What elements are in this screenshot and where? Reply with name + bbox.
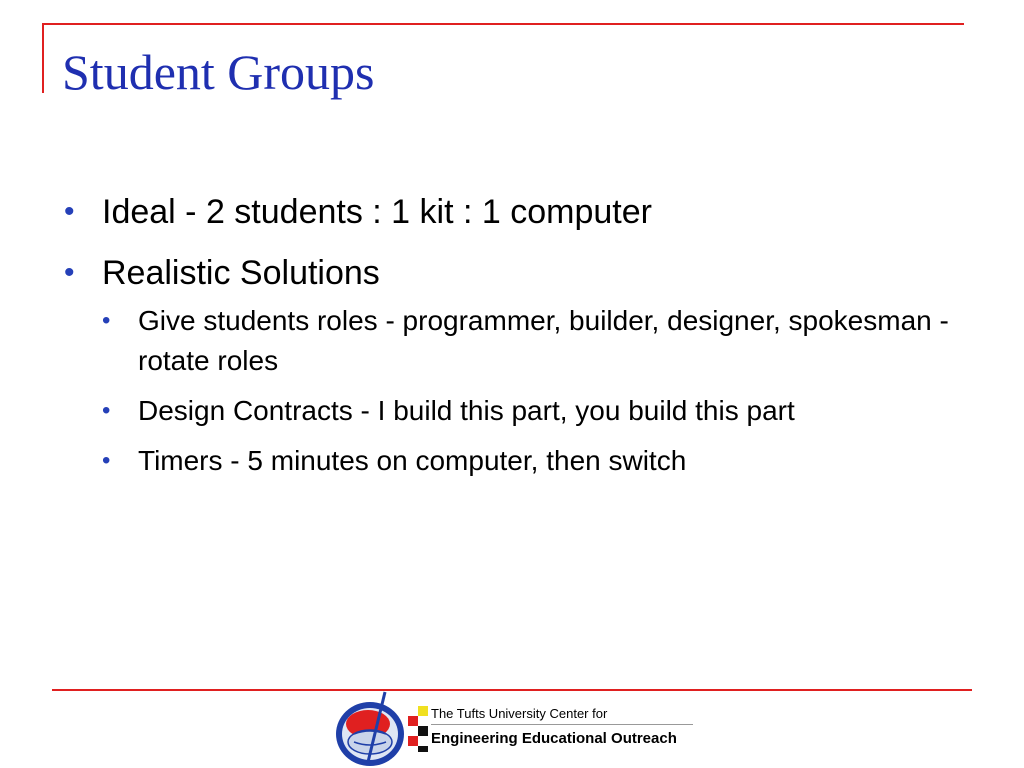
bullet-text: Timers - 5 minutes on computer, then switch [138, 445, 687, 476]
top-rule [42, 23, 964, 25]
logo-divider [431, 724, 693, 725]
bullet-dot-icon: • [64, 256, 75, 289]
bullet-list [60, 190, 960, 491]
bullet-text: Design Contracts - I build this part, you build this part [138, 395, 795, 426]
footer-logo [330, 690, 700, 768]
logo-text-line1: The Tufts University Center for [431, 706, 608, 721]
sub-bullet-item [60, 391, 960, 431]
bullet-item [60, 251, 960, 295]
bullet-text: Ideal - 2 students : 1 kit : 1 computer [102, 193, 652, 231]
logo-text-line2: Engineering Educational Outreach [431, 730, 677, 747]
bullet-item [60, 190, 960, 234]
bullet-dot-icon: • [102, 307, 111, 334]
bullet-dot-icon: • [102, 397, 111, 424]
sub-bullet-item [60, 301, 960, 381]
left-rule [42, 23, 44, 93]
bullet-dot-icon: • [64, 195, 75, 228]
tufts-seal-icon [330, 690, 410, 768]
slide-title: Student Groups [62, 44, 375, 100]
sub-bullet-item [60, 441, 960, 481]
bullet-text: Give students roles - programmer, builder, designer, spokesman - rotate roles [138, 305, 949, 376]
bullet-dot-icon: • [102, 447, 111, 474]
bullet-text: Realistic Solutions [102, 254, 380, 292]
